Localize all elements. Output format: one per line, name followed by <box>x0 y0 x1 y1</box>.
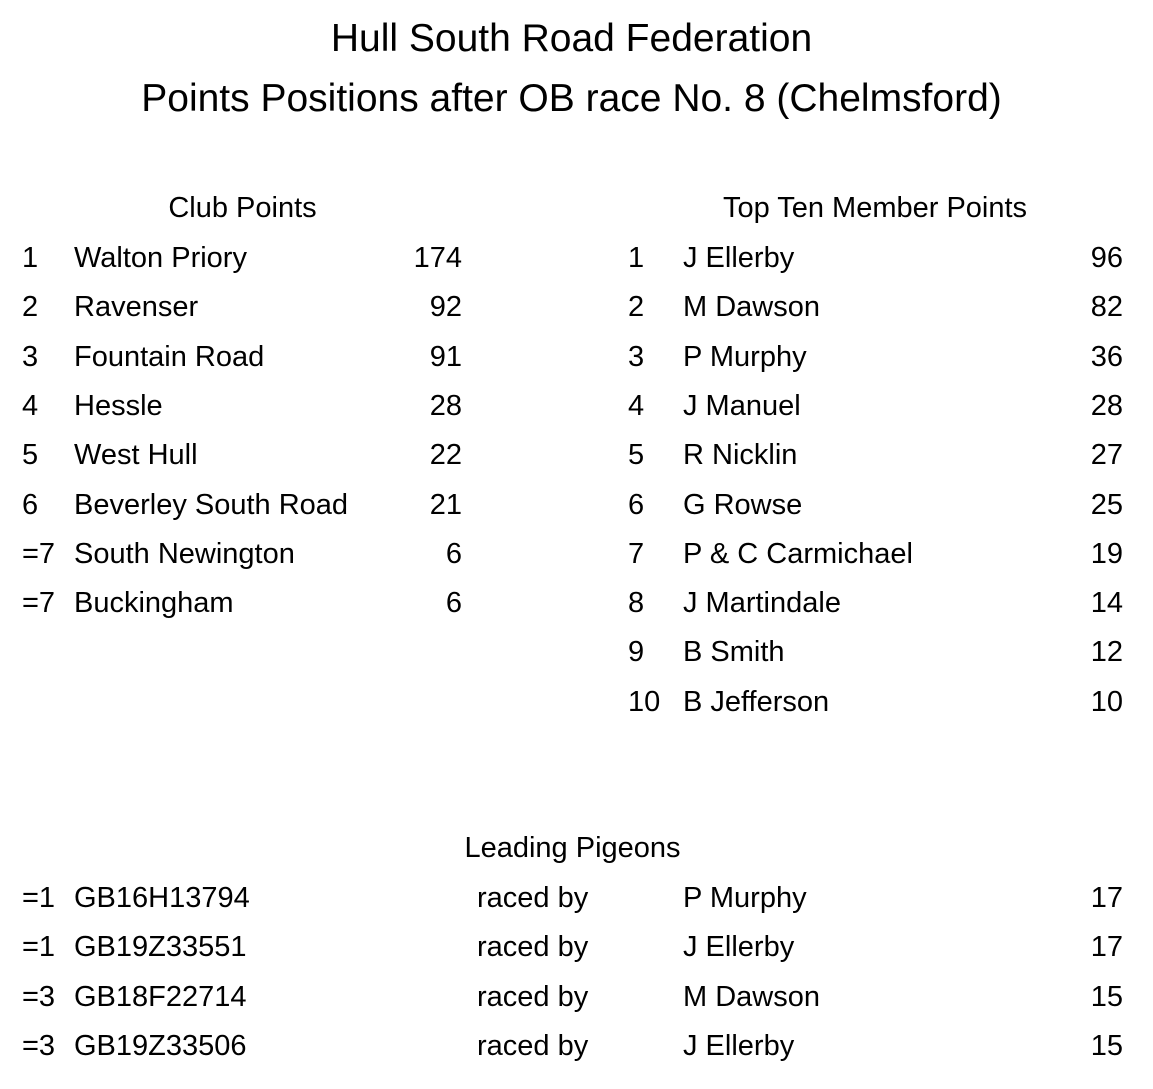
member-points-value: 27 <box>1090 439 1123 472</box>
member-name: P & C Carmichael <box>683 537 913 570</box>
pigeon-row <box>22 927 1123 967</box>
club-position: 2 <box>22 291 39 324</box>
club-name: Hessle <box>74 389 163 422</box>
member-position: 10 <box>628 685 661 718</box>
club-points-value: 6 <box>445 537 462 570</box>
pigeon-position: =3 <box>22 980 56 1013</box>
pigeon-points-value: 15 <box>1090 1029 1123 1062</box>
member-row <box>628 583 1123 623</box>
member-name: M Dawson <box>683 291 820 324</box>
pigeon-ring-number: GB16H13794 <box>74 882 250 914</box>
club-position: =7 <box>22 587 56 620</box>
pigeon-position: =1 <box>22 931 56 964</box>
raced-by-label: raced by <box>477 882 589 914</box>
pigeon-owner: P Murphy <box>683 882 807 914</box>
club-name: South Newington <box>74 537 295 570</box>
member-position: 6 <box>628 488 645 521</box>
member-position: 3 <box>628 340 645 373</box>
club-row <box>22 386 462 426</box>
member-points-value: 96 <box>1090 242 1123 274</box>
club-name: Fountain Road <box>74 340 265 373</box>
club-position: 1 <box>22 242 39 274</box>
club-name: Walton Priory <box>74 242 247 274</box>
pigeon-points-value: 17 <box>1090 882 1123 914</box>
club-position: 3 <box>22 340 39 373</box>
club-row <box>22 337 462 377</box>
member-row <box>628 287 1123 327</box>
pigeon-points-value: 17 <box>1090 931 1123 964</box>
member-row <box>628 337 1123 377</box>
member-name: J Martindale <box>683 587 841 620</box>
member-points-value: 28 <box>1090 389 1123 422</box>
pigeon-row <box>22 977 1123 1017</box>
club-row <box>22 287 462 327</box>
member-points-value: 36 <box>1090 340 1123 373</box>
member-position: 4 <box>628 389 645 422</box>
member-points-value: 82 <box>1090 291 1123 324</box>
member-row <box>628 534 1123 574</box>
member-name: B Smith <box>683 636 785 669</box>
club-name: Buckingham <box>74 587 234 620</box>
member-name: J Ellerby <box>683 242 795 274</box>
pigeon-owner: J Ellerby <box>683 931 795 964</box>
member-position: 8 <box>628 587 645 620</box>
member-name: P Murphy <box>683 340 807 373</box>
page-subtitle: Points Positions after OB race No. 8 (Chelmsford) <box>141 77 1002 120</box>
member-points-value: 14 <box>1090 587 1123 620</box>
club-name: West Hull <box>74 439 198 472</box>
club-row <box>22 534 462 574</box>
raced-by-label: raced by <box>477 980 589 1013</box>
raced-by-label: raced by <box>477 931 589 964</box>
pigeon-points-value: 15 <box>1090 980 1123 1013</box>
member-row <box>628 485 1123 525</box>
club-row <box>22 485 462 525</box>
member-position: 9 <box>628 636 645 669</box>
pigeon-position: =3 <box>22 1029 56 1062</box>
pigeon-owner: M Dawson <box>683 980 820 1013</box>
club-position: 5 <box>22 439 39 472</box>
member-position: 5 <box>628 439 645 472</box>
member-row <box>628 238 1123 278</box>
club-points-value: 6 <box>445 587 462 620</box>
member-points-value: 12 <box>1090 636 1123 669</box>
club-row <box>22 238 462 278</box>
member-row <box>628 435 1123 475</box>
club-points-heading: Club Points <box>168 192 317 224</box>
member-points-value: 25 <box>1090 488 1123 521</box>
pigeon-ring-number: GB19Z33506 <box>74 1029 247 1062</box>
member-points-value: 19 <box>1090 537 1123 570</box>
club-position: =7 <box>22 537 56 570</box>
pigeon-ring-number: GB18F22714 <box>74 980 247 1013</box>
club-position: 4 <box>22 389 39 422</box>
member-points-value: 10 <box>1090 685 1123 718</box>
club-points-value: 21 <box>429 488 462 521</box>
member-name: R Nicklin <box>683 439 798 472</box>
club-points-value: 28 <box>429 389 462 422</box>
member-name: G Rowse <box>683 488 803 521</box>
page-title: Hull South Road Federation <box>330 17 813 60</box>
club-points-value: 92 <box>429 291 462 324</box>
member-position: 7 <box>628 537 645 570</box>
leading-pigeons-heading: Leading Pigeons <box>464 832 681 864</box>
member-row <box>628 386 1123 426</box>
raced-by-label: raced by <box>477 1029 589 1062</box>
member-position: 2 <box>628 291 645 324</box>
member-row <box>628 632 1123 672</box>
pigeon-position: =1 <box>22 882 56 914</box>
club-points-value: 22 <box>429 439 462 472</box>
member-position: 1 <box>628 242 645 274</box>
pigeon-owner: J Ellerby <box>683 1029 795 1062</box>
club-points-value: 174 <box>413 242 462 274</box>
pigeon-row <box>22 878 1123 918</box>
member-points-heading: Top Ten Member Points <box>722 192 1028 224</box>
member-name: J Manuel <box>683 389 801 422</box>
club-name: Ravenser <box>74 291 199 324</box>
club-row <box>22 435 462 475</box>
pigeon-ring-number: GB19Z33551 <box>74 931 247 964</box>
club-points-value: 91 <box>429 340 462 373</box>
member-name: B Jefferson <box>683 685 830 718</box>
club-row <box>22 583 462 623</box>
club-name: Beverley South Road <box>74 488 349 521</box>
member-row <box>628 682 1123 722</box>
club-position: 6 <box>22 488 39 521</box>
pigeon-row <box>22 1026 1123 1066</box>
